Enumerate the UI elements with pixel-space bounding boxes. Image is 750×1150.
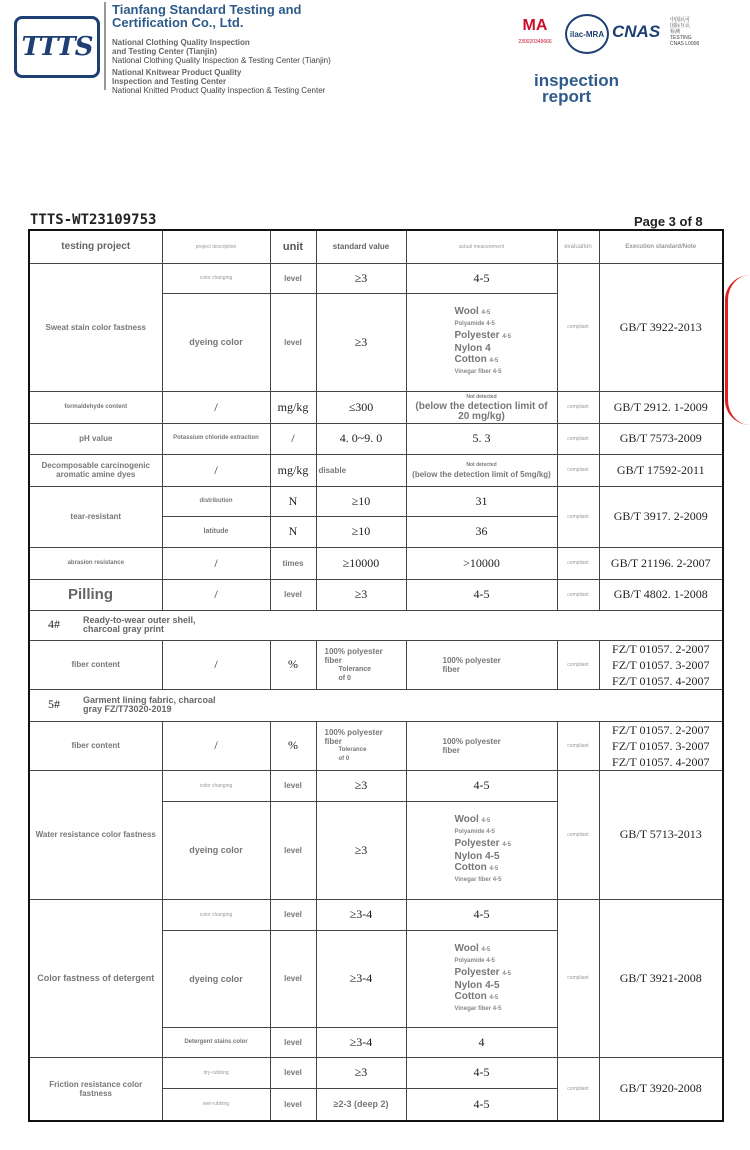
section-4-header xyxy=(29,610,723,640)
friction-val-2: 4-5 xyxy=(406,1088,557,1121)
sweat-staining-list xyxy=(406,293,557,391)
amine-note: GB/T 17592-2011 xyxy=(599,454,723,486)
center-1-line-b: and Testing Center (Tianjin) xyxy=(112,47,218,56)
abrasion-val: >10000 xyxy=(406,547,557,579)
water-staining-list xyxy=(406,801,557,899)
inspection-table xyxy=(28,229,724,1122)
table-row xyxy=(29,1057,723,1088)
sweat-val-1: 4-5 xyxy=(406,263,557,293)
header-note: Execution standard/Note xyxy=(599,230,723,263)
water-desc-1: color changing xyxy=(162,770,270,801)
abrasion-eval: compliant xyxy=(557,547,599,579)
sweat-std-1: ≥3 xyxy=(316,263,406,293)
fiber-unit-4: % xyxy=(270,640,316,689)
water-val-1: 4-5 xyxy=(406,770,557,801)
cnas-text-3: 检测 xyxy=(670,29,681,35)
tear-val-2: 36 xyxy=(406,516,557,547)
fiber-tol-4-line-2: of 0 xyxy=(338,674,351,682)
sweat-unit-2: level xyxy=(270,293,316,391)
formaldehyde-project: formaldehyde content xyxy=(29,391,162,423)
tear-eval: compliant xyxy=(557,486,599,547)
fiber-std-4-line-1: 100% polyester xyxy=(324,646,383,656)
cnas-text-5: CNAS L0008 xyxy=(670,41,700,47)
water-unit-1: level xyxy=(270,770,316,801)
friction-unit-2: level xyxy=(270,1088,316,1121)
company-title xyxy=(112,3,301,29)
page-indicator: Page 3 of 8 xyxy=(634,214,703,229)
fiber-desc-4: / xyxy=(162,640,270,689)
det-staining-nylon: Nylon 4-5 xyxy=(454,979,500,991)
formaldehyde-std: ≤300 xyxy=(316,391,406,423)
fiber-tol-5-line-2: of 0 xyxy=(338,755,350,762)
header-evaluation: evaluation xyxy=(557,230,599,263)
fiber-desc-5: / xyxy=(162,721,270,770)
red-seal-stamp xyxy=(725,275,750,425)
sweat-unit-1: level xyxy=(270,263,316,293)
fiber-note-5-2: FZ/T 01057. 3-2007 xyxy=(612,738,710,753)
header-desc: project description xyxy=(162,230,270,263)
water-staining-cotton: Cotton 4-5 xyxy=(454,862,499,873)
ph-desc: Potassium chloride extraction xyxy=(162,423,270,454)
header-unit: unit xyxy=(270,230,316,263)
formaldehyde-val xyxy=(406,391,557,423)
water-eval: compliant xyxy=(557,770,599,899)
detergent-desc-1: color changing xyxy=(162,899,270,930)
fiber-note-5-1: FZ/T 01057. 2-2007 xyxy=(612,722,710,737)
friction-eval: compliant xyxy=(557,1057,599,1121)
ph-project: pH value xyxy=(29,423,162,454)
fiber-note-5-3: FZ/T 01057. 4-2007 xyxy=(612,754,710,769)
fiber-tol-4-line-1: Tolerance xyxy=(338,665,372,673)
section-4-title xyxy=(83,616,196,634)
cnas-text-2: 国际互认 xyxy=(670,23,691,29)
staining-wool: Wool 4-5 xyxy=(454,306,491,317)
fiber-note-4 xyxy=(599,640,723,689)
fiber-std-4 xyxy=(316,640,406,689)
table-row xyxy=(29,721,723,770)
amine-project: Decomposable carcinogenic aromatic amine dyes xyxy=(29,454,162,486)
det-staining-polyester: Polyester 4-5 xyxy=(454,966,511,978)
formaldehyde-below: (below the detection limit of 20 mg/kg) xyxy=(415,401,548,422)
ttts-logo: TTTS xyxy=(14,16,100,78)
table-header-row xyxy=(29,230,723,263)
amine-not-detected: Not detected xyxy=(466,462,497,468)
sweat-desc-1: color changing xyxy=(162,263,270,293)
fiber-val-4-line-1: 100% polyester xyxy=(442,655,501,665)
company-title-line-2: Certification Co., Ltd. xyxy=(112,15,244,30)
formaldehyde-unit: mg/kg xyxy=(270,391,316,423)
pilling-eval: compliant xyxy=(557,579,599,610)
water-note: GB/T 5713-2013 xyxy=(599,770,723,899)
tear-val-1: 31 xyxy=(406,486,557,516)
center-2-line-b: Inspection and Testing Center xyxy=(112,77,227,86)
fiber-project-4: fiber content xyxy=(29,640,162,689)
water-unit-2: level xyxy=(270,801,316,899)
table-row xyxy=(29,640,723,689)
cnas-text-4: TESTING xyxy=(670,35,692,41)
fiber-note-4-3: FZ/T 01057. 4-2007 xyxy=(612,673,710,688)
section-5-header xyxy=(29,689,723,721)
section-row xyxy=(29,610,723,640)
cma-label: MA xyxy=(522,17,548,34)
cma-mark xyxy=(510,18,560,50)
sweat-eval: compliant xyxy=(557,263,599,391)
section-4-title-1: Ready-to-wear outer shell, xyxy=(83,615,196,625)
detergent-unit-3: level xyxy=(270,1027,316,1057)
detergent-unit-2: level xyxy=(270,930,316,1027)
section-4-number: 4# xyxy=(48,616,60,631)
cnas-mark: CNAS xyxy=(612,22,661,41)
staining-cotton: Cotton 4-5 xyxy=(454,354,499,365)
center-2 xyxy=(112,68,325,95)
tear-project: tear-resistant xyxy=(29,486,162,547)
header-standard: standard value xyxy=(316,230,406,263)
cma-code: 230020349666 xyxy=(518,39,552,45)
header-project: testing project xyxy=(29,230,162,263)
amine-eval: compliant xyxy=(557,454,599,486)
detergent-std-3: ≥3-4 xyxy=(316,1027,406,1057)
section-5-title xyxy=(83,696,216,714)
friction-std-1: ≥3 xyxy=(316,1057,406,1088)
tear-unit-2: N xyxy=(270,516,316,547)
detergent-std-2: ≥3-4 xyxy=(316,930,406,1027)
fiber-std-5-line-2: fiber xyxy=(324,736,342,746)
table-row xyxy=(29,579,723,610)
detergent-note: GB/T 3921-2008 xyxy=(599,899,723,1057)
pilling-project: Pilling xyxy=(29,579,162,610)
fiber-val-5 xyxy=(406,721,557,770)
section-4-title-2: charcoal gray print xyxy=(83,624,165,634)
fiber-note-4-2: FZ/T 01057. 3-2007 xyxy=(612,657,710,672)
det-staining-cotton: Cotton 4-5 xyxy=(454,990,499,1002)
table-row xyxy=(29,423,723,454)
detergent-desc-2: dyeing color xyxy=(162,930,270,1027)
formaldehyde-not-detected: Not detected xyxy=(466,394,497,400)
ph-unit: / xyxy=(270,423,316,454)
detergent-std-1: ≥3-4 xyxy=(316,899,406,930)
pilling-note: GB/T 4802. 1-2008 xyxy=(599,579,723,610)
company-title-line-1: Tianfang Standard Testing and xyxy=(112,2,302,17)
amine-val xyxy=(406,454,557,486)
sweat-project: Sweat stain color fastness xyxy=(29,263,162,391)
water-staining-nylon: Nylon 4-5 xyxy=(454,851,500,862)
table-row xyxy=(29,486,723,516)
detergent-val-1: 4-5 xyxy=(406,899,557,930)
abrasion-note: GB/T 21196. 2-2007 xyxy=(599,547,723,579)
staining-vinegar: Vinegar fiber 4-5 xyxy=(454,369,502,375)
section-row xyxy=(29,689,723,721)
cnas-text xyxy=(670,17,699,47)
water-project: Water resistance color fastness xyxy=(29,770,162,899)
tear-std-1: ≥10 xyxy=(316,486,406,516)
pilling-unit: level xyxy=(270,579,316,610)
fiber-note-4-1: FZ/T 01057. 2-2007 xyxy=(612,641,710,656)
fiber-project-5: fiber content xyxy=(29,721,162,770)
water-std-1: ≥3 xyxy=(316,770,406,801)
cnas-text-1: 中国认可 xyxy=(670,17,691,23)
center-1-line-c: National Clothing Quality Inspection & Testing Center (Tianjin) xyxy=(112,56,331,65)
center-1 xyxy=(112,38,331,65)
fiber-tol-5-line-1: Tolerance xyxy=(338,746,367,753)
tear-std-2: ≥10 xyxy=(316,516,406,547)
fiber-std-5 xyxy=(316,721,406,770)
fiber-val-5-line-1: 100% polyester xyxy=(442,736,501,746)
staining-polyamide: Polyamide 4-5 xyxy=(454,321,495,327)
abrasion-unit: times xyxy=(270,547,316,579)
ilac-mra-mark: ilac-MRA xyxy=(565,14,609,54)
staining-nylon: Nylon 4 xyxy=(454,343,491,354)
fiber-val-4-line-2: fiber xyxy=(442,664,460,674)
table-row xyxy=(29,899,723,930)
fiber-eval-4: compliant xyxy=(557,640,599,689)
report-title-1: inspection xyxy=(534,71,620,90)
section-5-title-2: gray FZ/T73020-2019 xyxy=(83,704,172,714)
amine-std: disable xyxy=(316,454,406,486)
water-std-2: ≥3 xyxy=(316,801,406,899)
friction-std-2: ≥2-3 (deep 2) xyxy=(316,1088,406,1121)
water-staining-vinegar: Vinegar fiber 4-5 xyxy=(454,877,502,883)
detergent-unit-1: level xyxy=(270,899,316,930)
pilling-desc: / xyxy=(162,579,270,610)
section-5-title-1: Garment lining fabric, charcoal xyxy=(83,695,216,705)
abrasion-desc: / xyxy=(162,547,270,579)
table-row xyxy=(29,547,723,579)
header-actual: actual measurement xyxy=(406,230,557,263)
formaldehyde-desc: / xyxy=(162,391,270,423)
water-staining-polyamide: Polyamide 4-5 xyxy=(454,829,495,835)
abrasion-project: abrasion resistance xyxy=(29,547,162,579)
table-row xyxy=(29,454,723,486)
section-5-number: 5# xyxy=(48,696,60,711)
detergent-project: Color fastness of detergent xyxy=(29,899,162,1057)
detergent-staining-list xyxy=(406,930,557,1027)
detergent-eval: compliant xyxy=(557,899,599,1057)
report-title xyxy=(534,73,619,105)
table-row xyxy=(29,770,723,801)
center-2-line-c: National Knitted Product Quality Inspection & Testing Center xyxy=(112,86,326,95)
ph-note: GB/T 7573-2009 xyxy=(599,423,723,454)
fiber-val-5-line-2: fiber xyxy=(442,745,460,755)
friction-desc-2: wet-rubbing xyxy=(162,1088,270,1121)
water-staining-wool: Wool 4-5 xyxy=(454,814,491,825)
friction-val-1: 4-5 xyxy=(406,1057,557,1088)
tear-unit-1: N xyxy=(270,486,316,516)
detergent-val-3: 4 xyxy=(406,1027,557,1057)
report-number: TTTS-WT23109753 xyxy=(30,212,157,228)
water-staining-polyester: Polyester 4-5 xyxy=(454,838,511,849)
det-staining-vinegar: Vinegar fiber 4-5 xyxy=(454,1005,502,1012)
staining-polyester: Polyester 4-5 xyxy=(454,330,511,341)
abrasion-std: ≥10000 xyxy=(316,547,406,579)
fiber-std-4-line-2: fiber xyxy=(324,655,342,665)
pilling-std: ≥3 xyxy=(316,579,406,610)
amine-desc: / xyxy=(162,454,270,486)
table-row xyxy=(29,391,723,423)
detergent-desc-3: Detergent stains color xyxy=(162,1027,270,1057)
ph-val: 5. 3 xyxy=(406,423,557,454)
formaldehyde-note: GB/T 2912. 1-2009 xyxy=(599,391,723,423)
ph-eval: compliant xyxy=(557,423,599,454)
report-title-2: report xyxy=(542,87,592,106)
ph-std: 4. 0~9. 0 xyxy=(316,423,406,454)
sweat-note: GB/T 3922-2013 xyxy=(599,263,723,391)
friction-note: GB/T 3920-2008 xyxy=(599,1057,723,1121)
friction-unit-1: level xyxy=(270,1057,316,1088)
fiber-std-5-line-1: 100% polyester xyxy=(324,727,383,737)
center-1-line-a: National Clothing Quality Inspection xyxy=(112,38,250,47)
center-2-line-a: National Knitwear Product Quality xyxy=(112,68,242,77)
table-row xyxy=(29,263,723,293)
fiber-val-4 xyxy=(406,640,557,689)
water-desc-2: dyeing color xyxy=(162,801,270,899)
sweat-std-2: ≥3 xyxy=(316,293,406,391)
tear-desc-2: latitude xyxy=(162,516,270,547)
header-divider xyxy=(104,2,106,90)
sweat-desc-2: dyeing color xyxy=(162,293,270,391)
tear-desc-1: distribution xyxy=(162,486,270,516)
friction-desc-1: dry-rubbing xyxy=(162,1057,270,1088)
fiber-note-5 xyxy=(599,721,723,770)
pilling-val: 4-5 xyxy=(406,579,557,610)
fiber-eval-5: compliant xyxy=(557,721,599,770)
tear-note: GB/T 3917. 2-2009 xyxy=(599,486,723,547)
det-staining-wool: Wool 4-5 xyxy=(454,942,491,954)
amine-below: (below the detection limit of 5mg/kg) xyxy=(412,470,551,479)
amine-unit: mg/kg xyxy=(270,454,316,486)
friction-project: Friction resistance color fastness xyxy=(29,1057,162,1121)
det-staining-polyamide: Polyamide 4-5 xyxy=(454,957,495,964)
fiber-unit-5: % xyxy=(270,721,316,770)
formaldehyde-eval: compliant xyxy=(557,391,599,423)
